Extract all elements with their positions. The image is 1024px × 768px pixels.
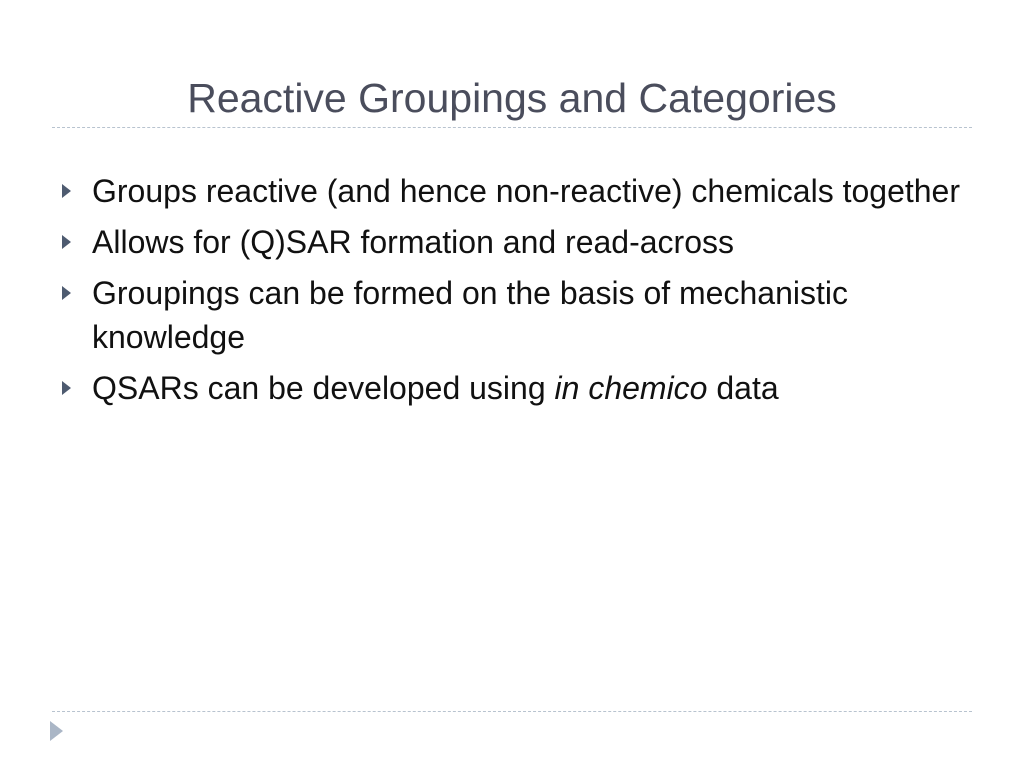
- bullet-item: [60, 169, 960, 213]
- next-slide-arrow-icon[interactable]: [50, 721, 63, 741]
- bullet-triangle-icon: [62, 235, 71, 249]
- bullet-text: Allows for (Q)SAR formation and read-across: [92, 224, 734, 260]
- bullet-triangle-icon: [62, 381, 71, 395]
- footer-divider: [52, 711, 972, 712]
- bullet-triangle-icon: [62, 286, 71, 300]
- bullet-text-start: QSARs can be developed using: [92, 370, 555, 406]
- bullet-text-end: data: [707, 370, 779, 406]
- slide-title: Reactive Groupings and Categories: [187, 75, 837, 121]
- title-divider: [52, 127, 972, 128]
- bullet-triangle-icon: [62, 184, 71, 198]
- bullet-item: [60, 366, 960, 410]
- bullet-item: [60, 220, 960, 264]
- bullet-list: [60, 169, 960, 417]
- bullet-text: Groups reactive (and hence non-reactive) chemicals together: [92, 173, 960, 209]
- bullet-text: Groupings can be formed on the basis of mechanistic knowledge: [92, 275, 848, 355]
- bullet-item: [60, 271, 960, 359]
- bullet-text-italic: in chemico: [554, 370, 708, 406]
